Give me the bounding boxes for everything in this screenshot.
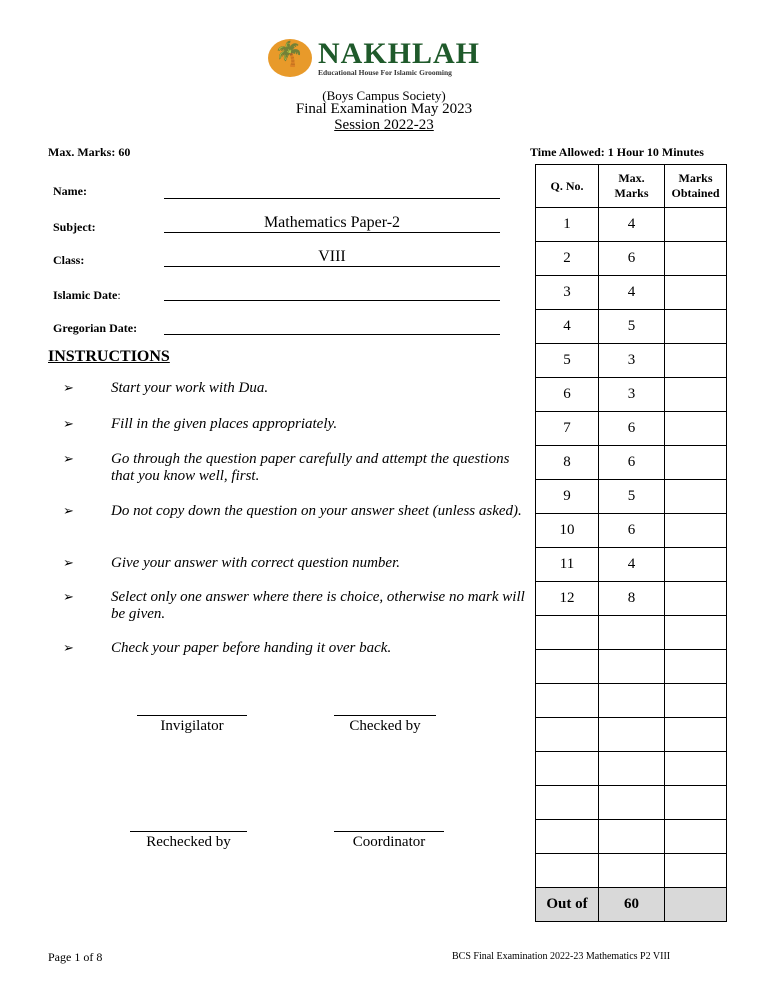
table-row — [536, 208, 727, 242]
table-row — [536, 242, 727, 276]
empty-row — [536, 854, 727, 888]
empty-cell — [536, 854, 599, 888]
total-marks: 60 — [599, 888, 665, 922]
total-obtained[interactable] — [665, 888, 727, 922]
class-field[interactable]: VIII — [164, 248, 500, 267]
gregorian-date-field[interactable] — [164, 316, 500, 335]
name-label: Name: — [53, 184, 87, 198]
empty-cell — [599, 650, 665, 684]
empty-row — [536, 650, 727, 684]
empty-cell — [536, 684, 599, 718]
instruction-item: Check your paper before handing it over back. — [111, 640, 392, 656]
islamic-date-label: Islamic Date: — [53, 288, 121, 302]
max-marks-cell: 6 — [599, 412, 665, 446]
empty-cell — [599, 752, 665, 786]
empty-cell[interactable] — [665, 718, 727, 752]
question-number: 1 — [536, 208, 599, 242]
empty-cell — [536, 752, 599, 786]
table-row — [536, 514, 727, 548]
bullet-arrow-icon: ➢ — [63, 503, 74, 518]
marks-obtained-cell[interactable] — [665, 446, 727, 480]
empty-cell — [536, 650, 599, 684]
max-marks-cell: 6 — [599, 446, 665, 480]
bullet-arrow-icon: ➢ — [63, 416, 74, 431]
invigilator-signature: Invigilator — [137, 715, 247, 735]
table-row — [536, 310, 727, 344]
subject-field[interactable]: Mathematics Paper-2 — [164, 214, 500, 233]
table-row — [536, 344, 727, 378]
empty-row — [536, 820, 727, 854]
marks-obtained-cell[interactable] — [665, 310, 727, 344]
page-number: Page 1 of 8 — [48, 950, 103, 964]
subject-label: Subject: — [53, 220, 96, 234]
logo-name: NAKHLAH — [318, 36, 481, 70]
empty-cell — [536, 786, 599, 820]
instruction-item: Go through the question paper carefully and attempt the questions that you know well, first. — [111, 451, 510, 484]
table-row — [536, 276, 727, 310]
empty-cell[interactable] — [665, 820, 727, 854]
table-row — [536, 582, 727, 616]
empty-cell — [599, 684, 665, 718]
coordinator-signature: Coordinator — [334, 831, 444, 851]
footer-text: BCS Final Examination 2022-23 Mathematics P2 VIII — [452, 951, 671, 962]
question-number: 5 — [536, 344, 599, 378]
max-marks-cell: 3 — [599, 344, 665, 378]
header-qno: Q. No. — [536, 165, 599, 208]
empty-cell — [536, 616, 599, 650]
max-marks-cell: 5 — [599, 310, 665, 344]
instructions-title: INSTRUCTIONS — [48, 348, 170, 365]
marks-obtained-cell[interactable] — [665, 582, 727, 616]
empty-row — [536, 786, 727, 820]
table-row — [536, 480, 727, 514]
max-marks-cell: 5 — [599, 480, 665, 514]
empty-cell[interactable] — [665, 650, 727, 684]
marks-obtained-cell[interactable] — [665, 480, 727, 514]
question-number: 2 — [536, 242, 599, 276]
question-number: 8 — [536, 446, 599, 480]
marks-obtained-cell[interactable] — [665, 208, 727, 242]
empty-cell[interactable] — [665, 752, 727, 786]
session: Session 2022-23 — [334, 117, 434, 133]
max-marks-cell: 3 — [599, 378, 665, 412]
marks-obtained-cell[interactable] — [665, 548, 727, 582]
exam-title: Final Examination May 2023 — [295, 101, 473, 117]
marks-obtained-cell[interactable] — [665, 242, 727, 276]
nakhlah-logo — [268, 38, 482, 78]
table-row — [536, 548, 727, 582]
bullet-arrow-icon: ➢ — [63, 640, 74, 655]
instruction-item: Start your work with Dua. — [111, 380, 269, 396]
instruction-item: Select only one answer where there is choice, otherwise no mark will be given. — [111, 589, 525, 622]
marks-obtained-cell[interactable] — [665, 514, 727, 548]
question-number: 4 — [536, 310, 599, 344]
empty-cell — [599, 718, 665, 752]
name-field[interactable] — [164, 180, 500, 199]
instruction-item: Give your answer with correct question number. — [111, 555, 400, 571]
checked-by-signature: Checked by — [334, 715, 436, 735]
gregorian-date-label: Gregorian Date: — [53, 321, 138, 335]
society: (Boys Campus Society) — [322, 88, 446, 103]
islamic-date-field[interactable] — [164, 282, 500, 301]
empty-row — [536, 616, 727, 650]
empty-row — [536, 718, 727, 752]
question-number: 10 — [536, 514, 599, 548]
empty-cell[interactable] — [665, 854, 727, 888]
empty-cell[interactable] — [665, 684, 727, 718]
question-number: 7 — [536, 412, 599, 446]
bullet-arrow-icon: ➢ — [63, 555, 74, 570]
max-marks-cell: 4 — [599, 276, 665, 310]
empty-cell — [599, 820, 665, 854]
rechecked-by-signature: Rechecked by — [130, 831, 247, 851]
empty-cell[interactable] — [665, 786, 727, 820]
max-marks-cell: 4 — [599, 208, 665, 242]
logo-tagline: Educational House For Islamic Grooming — [318, 67, 452, 77]
marks-obtained-cell[interactable] — [665, 276, 727, 310]
bullet-arrow-icon: ➢ — [63, 380, 74, 395]
marks-obtained-cell[interactable] — [665, 344, 727, 378]
max-marks-cell: 6 — [599, 514, 665, 548]
question-number: 12 — [536, 582, 599, 616]
empty-cell — [599, 616, 665, 650]
empty-cell — [599, 786, 665, 820]
max-marks-cell: 6 — [599, 242, 665, 276]
table-row — [536, 412, 727, 446]
empty-cell — [536, 820, 599, 854]
instruction-item: Fill in the given places appropriately. — [111, 416, 338, 432]
empty-cell[interactable] — [665, 616, 727, 650]
question-number: 11 — [536, 548, 599, 582]
empty-cell — [599, 854, 665, 888]
max-marks-cell: 4 — [599, 548, 665, 582]
table-row — [536, 446, 727, 480]
max-marks-cell: 8 — [599, 582, 665, 616]
marks-obtained-cell[interactable] — [665, 378, 727, 412]
question-number: 3 — [536, 276, 599, 310]
header-max-marks: Max. Marks — [599, 165, 665, 208]
empty-row — [536, 752, 727, 786]
empty-row — [536, 684, 727, 718]
marks-table — [535, 164, 727, 922]
total-label: Out of — [536, 888, 599, 922]
bullet-arrow-icon: ➢ — [63, 451, 74, 466]
class-label: Class: — [53, 253, 85, 267]
question-number: 9 — [536, 480, 599, 514]
question-number: 6 — [536, 378, 599, 412]
max-marks: Max. Marks: 60 — [48, 145, 131, 159]
time-allowed: Time Allowed: 1 Hour 10 Minutes — [530, 145, 704, 159]
marks-obtained-cell[interactable] — [665, 412, 727, 446]
table-row — [536, 378, 727, 412]
header-marks-obtained: Marks Obtained — [665, 165, 727, 208]
bullet-arrow-icon: ➢ — [63, 589, 74, 604]
empty-cell — [536, 718, 599, 752]
instruction-item: Do not copy down the question on your answer sheet (unless asked). — [111, 503, 522, 519]
palm-logo-icon: 🌴 — [268, 39, 312, 77]
